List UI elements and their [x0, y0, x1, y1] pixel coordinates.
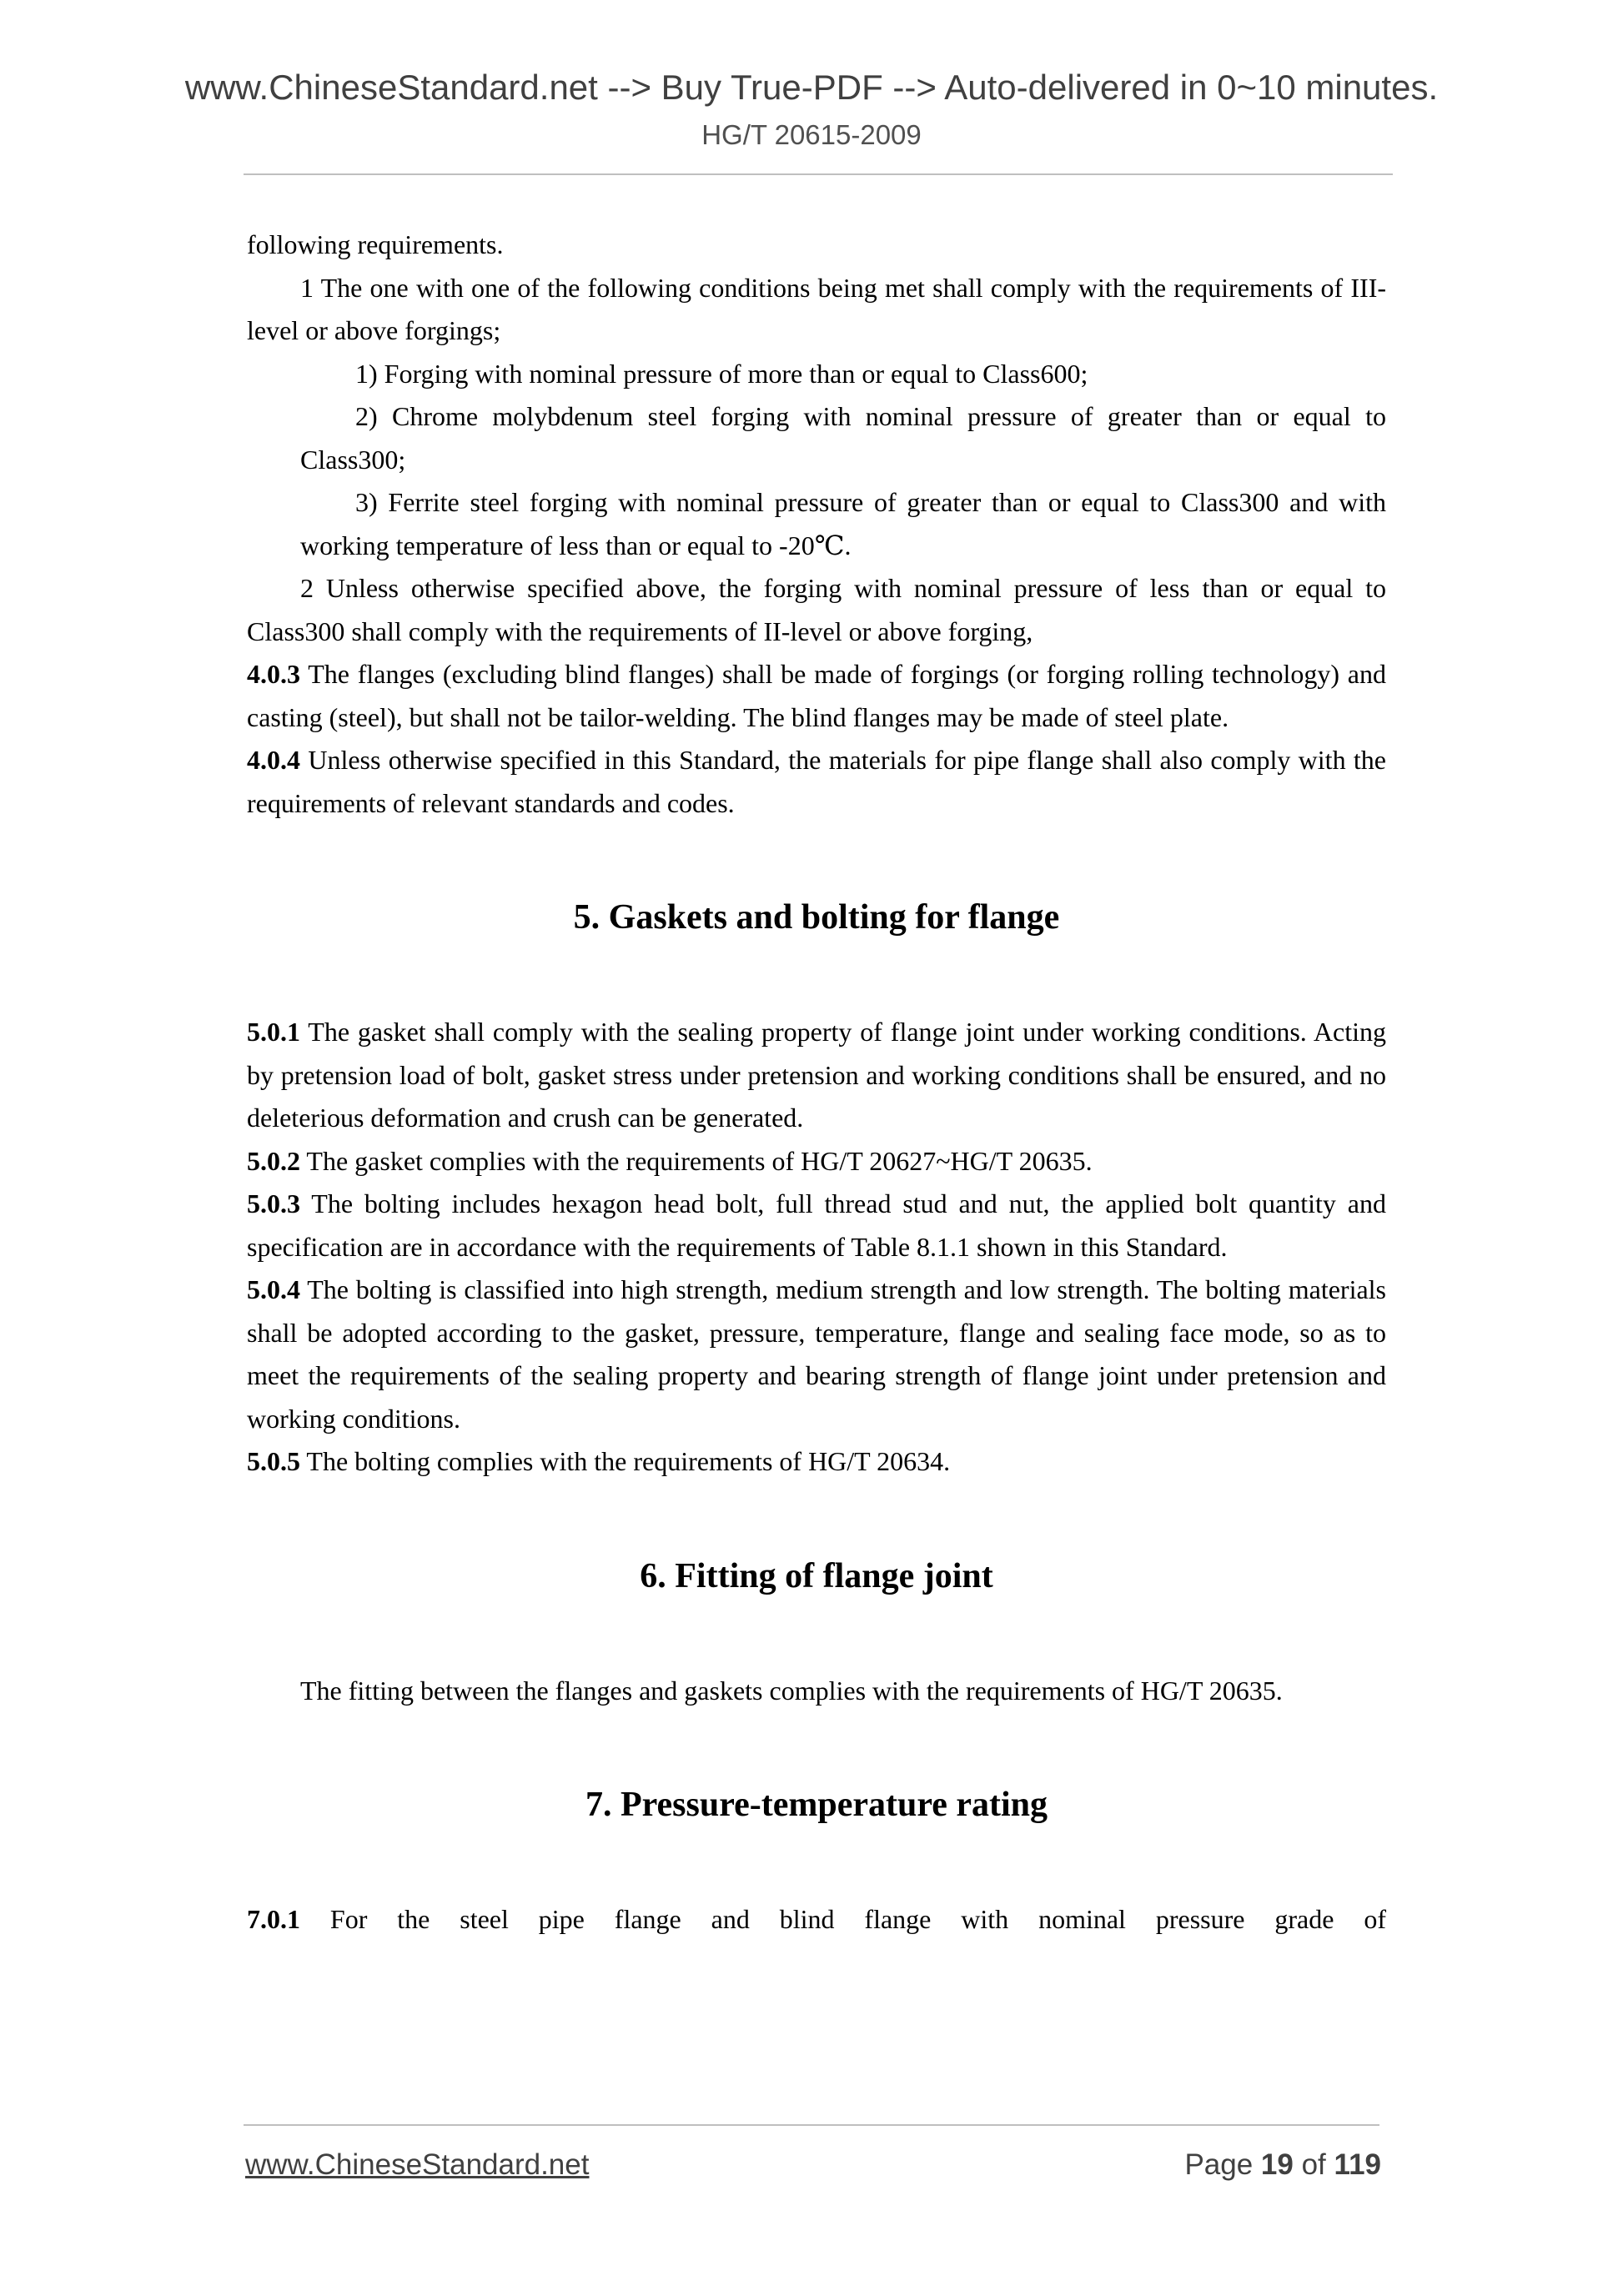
list-item-2: 2 Unless otherwise specified above, the forging with nominal pressure of less than or equal to Class300 shall comply with the requirements of II-level or above forging, [247, 573, 1386, 646]
clause-text: Unless otherwise specified in this Standard, the materials for pipe flange shall also comply with the requirements of relevant standards and codes. [247, 745, 1386, 818]
clause-number: 5.0.3 [247, 1188, 300, 1218]
clause-text: The bolting includes hexagon head bolt, full thread stud and nut, the applied bolt quantity and specification are in accordance with the requirements of Table 8.1.1 shown in this Standard. [247, 1188, 1386, 1262]
header-standard-number: HG/T 20615-2009 [701, 119, 922, 150]
clause-number: 5.0.4 [247, 1274, 300, 1304]
of-label: of [1301, 2148, 1326, 2181]
clause-text: The flanges (excluding blind flanges) shall be made of forgings (or forging rolling technology) and casting (steel), but shall not be tailor-welding. The blind flanges may be made of steel plate. [247, 659, 1386, 732]
section-heading-7: 7. Pressure-temperature rating [585, 1786, 1048, 1824]
current-page-number: 19 [1260, 2148, 1294, 2181]
clause-5-0-4 [247, 1269, 1386, 1440]
footer-divider [244, 2124, 1379, 2126]
page-counter [1184, 2147, 1381, 2183]
header-banner[interactable]: www.ChineseStandard.net --> Buy True-PDF --> Auto-delivered in 0~10 minutes. [184, 68, 1439, 107]
clause-5-0-3 [247, 1183, 1386, 1269]
paragraph-intro: following requirements. [247, 229, 504, 259]
list-subitem-3: 3) Ferrite steel forging with nominal pressure of greater than or equal to Class300 and with working temperature of less than or equal to -20℃. [300, 487, 1386, 560]
list-subitem-1: 1) Forging with nominal pressure of more than or equal to Class600; [355, 358, 1088, 389]
clause-4-0-4 [247, 739, 1386, 825]
footer-site-link[interactable]: www.ChineseStandard.net [245, 2148, 590, 2181]
list-item-1: 1 The one with one of the following conditions being met shall comply with the requirements of III-level or above forgings; [247, 272, 1386, 345]
clause-number: 4.0.3 [247, 659, 300, 689]
clause-number: 5.0.2 [247, 1145, 300, 1176]
list-subitem-2: 2) Chrome molybdenum steel forging with nominal pressure of greater than or equal to Class300; [300, 401, 1386, 475]
clause-4-0-3 [247, 653, 1386, 739]
clause-5-0-2 [247, 1140, 1386, 1183]
clause-7-0-1 [247, 1898, 1386, 1942]
document-body [247, 224, 1386, 1942]
clause-text: The bolting is classified into high strength, medium strength and low strength. The bolting materials shall be adopted according to the gasket, pressure, temperature, flange and sealing face mode, so as to meet the requirements of the sealing property and bearing strength of flange joint under pretension and working conditions. [247, 1274, 1386, 1434]
header-divider [244, 173, 1393, 175]
clause-text: The gasket complies with the requirements of HG/T 20627~HG/T 20635. [300, 1145, 1093, 1176]
page-label: Page [1184, 2148, 1254, 2181]
clause-text: The gasket shall comply with the sealing property of flange joint under working conditions. Acting by pretension load of bolt, gasket stress under pretension and working conditions shall be ensured, and no deleterious deformation and crush can be generated. [247, 1017, 1386, 1133]
clause-text: For the steel pipe flange and blind flange with nominal pressure grade of [300, 1904, 1386, 1934]
section-heading-6: 6. Fitting of flange joint [640, 1556, 993, 1595]
paragraph-fitting: The fitting between the flanges and gaskets complies with the requirements of HG/T 20635. [300, 1675, 1283, 1706]
section-heading-5: 5. Gaskets and bolting for flange [573, 898, 1060, 937]
clause-5-0-1 [247, 1011, 1386, 1140]
clause-5-0-5 [247, 1440, 1386, 1484]
clause-number: 5.0.1 [247, 1017, 300, 1047]
total-pages-number: 119 [1334, 2148, 1381, 2181]
clause-text: The bolting complies with the requirements of HG/T 20634. [300, 1446, 951, 1476]
clause-number: 4.0.4 [247, 745, 300, 775]
clause-number: 7.0.1 [247, 1904, 300, 1934]
clause-number: 5.0.5 [247, 1446, 300, 1476]
